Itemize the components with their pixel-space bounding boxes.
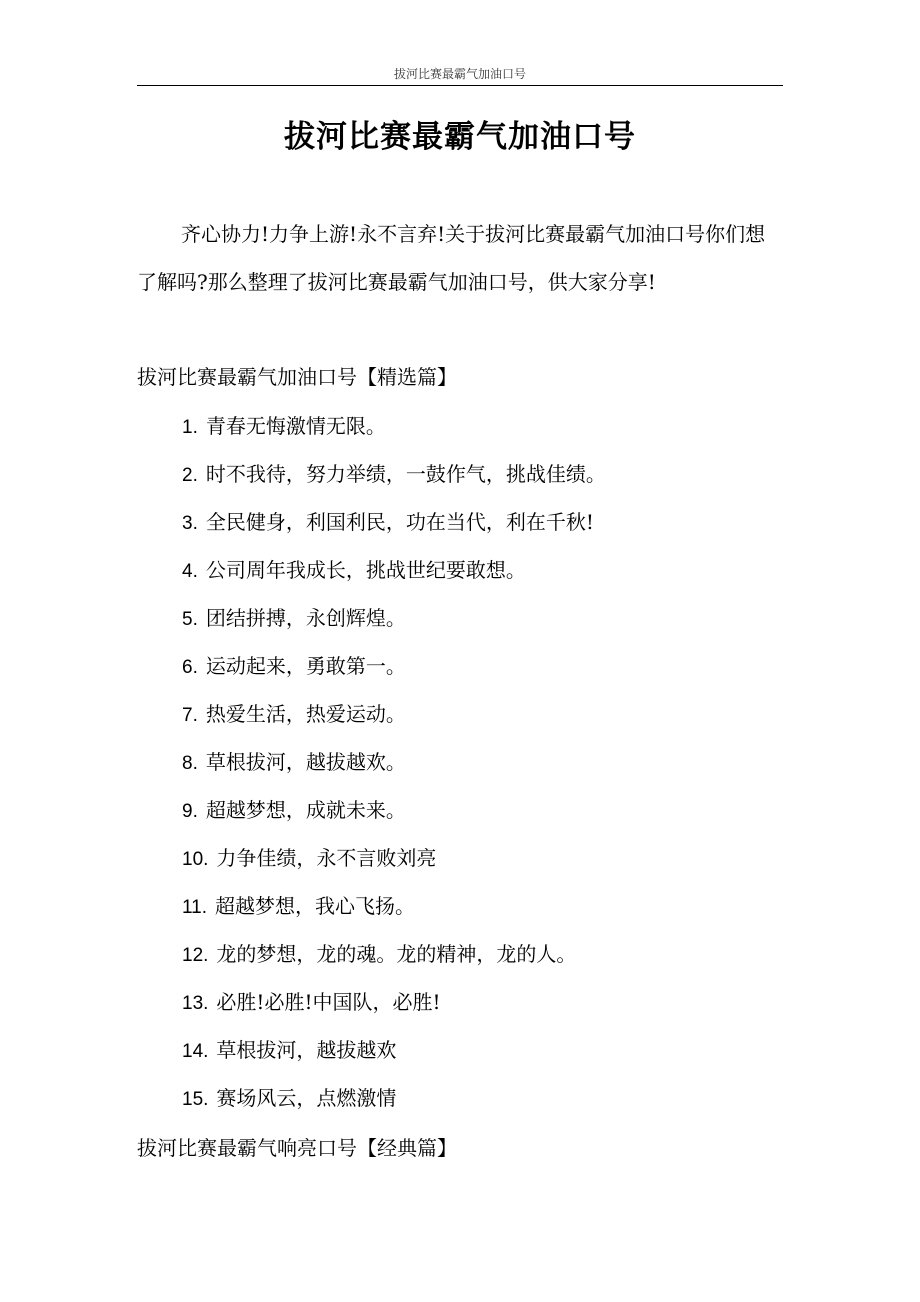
list-item-text: 超越梦想，我心飞扬。 — [215, 894, 416, 918]
list-item-text: 运动起来，勇敢第一。 — [205, 654, 406, 678]
list-item-text: 草根拔河，越拔越欢。 — [205, 750, 406, 774]
section-heading-featured: 拔河比赛最霸气加油口号【精选篇】 — [137, 365, 457, 389]
list-item — [182, 555, 526, 585]
list-item-number: 10. — [182, 849, 209, 870]
list-item-number: 12. — [182, 945, 209, 966]
list-item — [182, 651, 406, 681]
intro-paragraph: 齐心协力!力争上游!永不言弃!关于拔河比赛最霸气加油口号你们想了解吗?那么整理了拔河比赛最霸气加油口号，供大家分享! — [137, 222, 766, 294]
list-item — [182, 459, 606, 489]
list-item-text: 草根拔河，越拔越欢 — [216, 1038, 397, 1062]
document-title: 拔河比赛最霸气加油口号 — [284, 119, 636, 155]
list-item-text: 必胜!必胜!中国队，必胜! — [216, 990, 441, 1014]
list-item — [182, 1035, 396, 1065]
running-header: 拔河比赛最霸气加油口号 — [393, 67, 526, 81]
list-item-text: 青春无悔激情无限。 — [205, 414, 386, 438]
list-item-number: 4. — [182, 561, 198, 582]
list-item-number: 3. — [182, 513, 198, 534]
list-item — [182, 411, 386, 441]
list-item — [182, 891, 415, 921]
list-item-number: 5. — [182, 609, 198, 630]
list-item-text: 超越梦想，成就未来。 — [205, 798, 406, 822]
list-item — [182, 507, 594, 537]
list-item-text: 公司周年我成长，挑战世纪要敢想。 — [205, 558, 526, 582]
list-item-text: 热爱生活，热爱运动。 — [205, 702, 406, 726]
list-item-text: 全民健身，利国利民，功在当代，利在千秋! — [205, 510, 594, 534]
list-item-number: 9. — [182, 801, 198, 822]
list-item-text: 赛场风云，点燃激情 — [216, 1086, 397, 1110]
list-item-text: 团结拼搏，永创辉煌。 — [205, 606, 406, 630]
list-item — [182, 747, 406, 777]
list-item-number: 15. — [182, 1089, 209, 1110]
list-item — [182, 699, 406, 729]
list-item-number: 7. — [182, 705, 198, 726]
list-item-text: 力争佳绩，永不言败刘亮 — [216, 846, 437, 870]
list-item-number: 6. — [182, 657, 198, 678]
list-item-text: 龙的梦想，龙的魂。龙的精神，龙的人。 — [216, 942, 577, 966]
list-item — [182, 795, 406, 825]
list-item-text: 时不我待，努力举绩，一鼓作气，挑战佳绩。 — [205, 462, 606, 486]
section-heading-classic: 拔河比赛最霸气响亮口号【经典篇】 — [137, 1136, 457, 1160]
list-item — [182, 1083, 396, 1113]
list-item-number: 8. — [182, 753, 198, 774]
list-item — [182, 603, 406, 633]
list-item — [182, 939, 576, 969]
list-item-number: 1. — [182, 417, 198, 438]
header-divider — [137, 85, 783, 86]
list-item — [182, 987, 441, 1017]
list-item — [182, 843, 436, 873]
list-item-number: 14. — [182, 1041, 209, 1062]
list-item-number: 11. — [182, 897, 208, 918]
list-item-number: 13. — [182, 993, 209, 1014]
list-item-number: 2. — [182, 465, 198, 486]
